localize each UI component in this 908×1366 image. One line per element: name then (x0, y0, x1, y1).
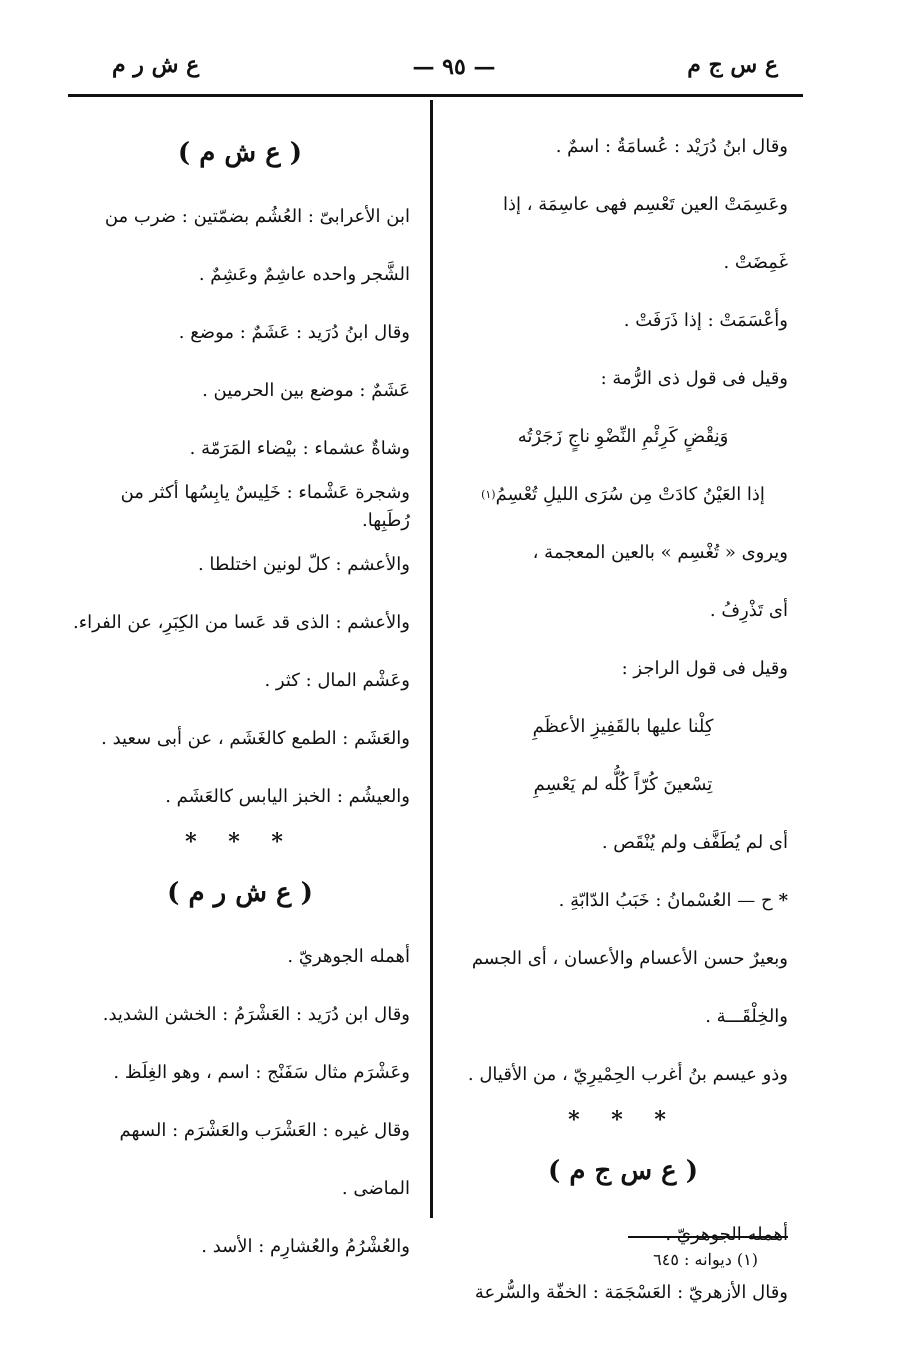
asterisk-marker: * (778, 890, 788, 912)
section-heading: ( ع ش ر م ) (167, 878, 313, 908)
running-head-right: ع س ج م (687, 52, 778, 78)
column-divider (430, 100, 433, 1218)
page-number: — ٩٥ — (412, 54, 496, 80)
right-column (458, 118, 788, 1322)
text-line: وقال ابن دُرَيد : العَشْرَمُ : الخشن الشديد. (102, 1004, 410, 1026)
entry-text: ح — العُسْمانُ : خَبَبُ الدّابّةِ . (558, 890, 773, 912)
verse-line: وَنِقْضٍ كَرِئْمِ النِّضْوِ ناجٍ زَجَرْتُه (517, 426, 729, 448)
text-line: ابن الأعرابىّ : العُشُم بضمّتين : ضرب من (104, 206, 410, 228)
text-line: أى لم يُطَفَّف ولم يُنْقَص . (601, 832, 788, 854)
text-line: غَمِضَتْ . (723, 252, 788, 274)
text-line: وأعْسَمَتْ : إذا ذَرَفَتْ . (623, 310, 788, 332)
section-heading: ( ع ش م ) (177, 138, 303, 168)
text-line: وقال غيره : العَشْرَب والعَشْرَم : السهم (119, 1120, 410, 1142)
footnote: (١) ديوانه : ٦٤٥ (653, 1250, 758, 1269)
text-line: وقيل فى قول الراجز : (621, 658, 788, 680)
verse-line: كِلْنا عليها بالقَفِيزِ الأعظَمِ (532, 716, 714, 738)
header-rule (68, 94, 803, 97)
text-line: والأعشم : كلّ لونين اختلطا . (197, 554, 410, 576)
text-line: الماضى . (341, 1178, 410, 1200)
text-line: وشجرة عَشْماء : خَلِيسٌ يابِسُها أكثر من رُطَبِها. (120, 482, 410, 531)
text-line: والخِلْقَـــة . (705, 1006, 788, 1028)
verse-line: تِسْعينَ كُرّاً كُلُّه لم يَعْسِمِ (533, 774, 713, 796)
verse-line (458, 466, 788, 524)
text-line: أى تَذْرِفُ . (709, 600, 788, 622)
section-separator: * * * (185, 829, 295, 855)
text-line: وعَشْم المال : كثر . (264, 670, 410, 692)
text-line: الشَّجر واحده عاشِمٌ وعَشِمٌ . (198, 264, 410, 286)
text-line: وبعيرٌ حسن الأعسام والأعسان ، أى الجسم (471, 948, 788, 970)
text-line: ويروى « تُغْسِم » بالعين المعجمة ، (532, 542, 788, 564)
text-line: وعَشْرَم مثال سَفَنْج : اسم ، وهو الغِلَظ . (113, 1062, 410, 1084)
text-line: وعَسِمَتْ العين تَعْسِم فهى عاسِمَة ، إذا (502, 194, 788, 216)
text-line: وقال الأزهريّ : العَسْجَمَة : الخفّة والسُّرعة (474, 1282, 788, 1304)
text-line: وقيل فى قول ذى الرُّمة : (600, 368, 788, 390)
section-heading: ( ع س ج م ) (548, 1156, 698, 1186)
text-line: أهمله الجوهريّ . (665, 1224, 788, 1246)
left-column (70, 118, 410, 1276)
text-line: والعَشَم : الطمع كالغَشَم ، عن أبى سعيد . (101, 728, 410, 750)
text-line: والعُشْرُمُ والعُشارِم : الأسد . (201, 1236, 410, 1258)
text-line: وذو عيسم بنُ أغرب الحِمْيرِيّ ، من الأقيال . (467, 1064, 788, 1086)
text-line: عَشَمٌ : موضع بين الحرمين . (202, 380, 410, 402)
footnote-rule (628, 1236, 788, 1238)
text-line: وقال ابنُ دُرَيْد : عُسامَةُ : اسمٌ . (555, 136, 788, 158)
running-head-left: ع ش ر م (112, 52, 200, 78)
text-line: وشاةٌ عشماء : بيْضاء المَرَمّة . (189, 438, 410, 460)
text-line: أهمله الجوهريّ . (287, 946, 410, 968)
text-line: والأعشم : الذى قد عَسا من الكِبَرِ، عن الفراء. (72, 612, 410, 634)
text-line: وقال ابنُ دُرَيد : عَشَمٌ : موضع . (178, 322, 410, 344)
footnote-mark: (١) (481, 488, 496, 502)
text-line (458, 872, 788, 930)
text-line: والعيشُم : الخبز اليابس كالعَشَم . (165, 786, 410, 808)
verse-text: إذا العَيْنُ كادَتْ مِن سُرَى الليلِ تُعْسِمُ (495, 484, 765, 506)
section-separator: * * * (568, 1107, 678, 1133)
